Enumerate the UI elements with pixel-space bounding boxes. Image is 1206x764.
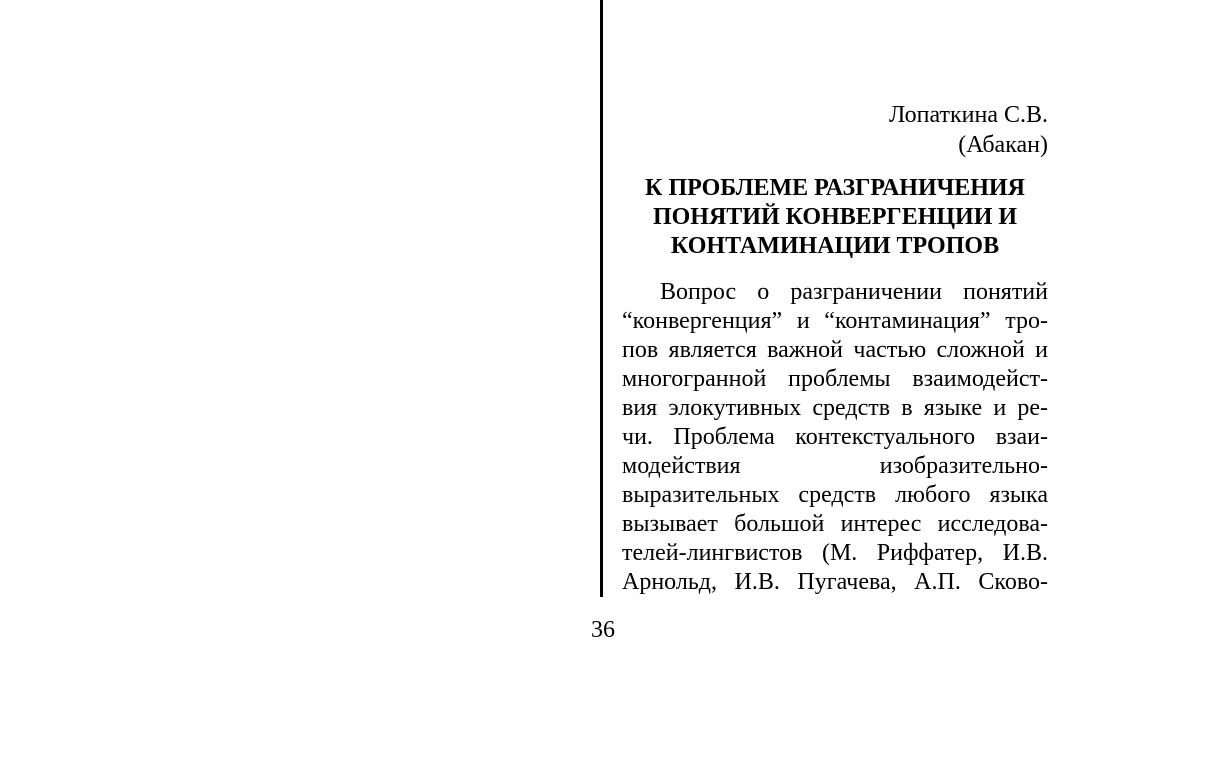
title-line: К ПРОБЛЕМЕ РАЗГРАНИЧЕНИЯ bbox=[645, 175, 1025, 201]
title-line: ПОНЯТИЙ КОНВЕРГЕНЦИИ И bbox=[652, 204, 1018, 230]
title-line: КОНТАМИНАЦИИ ТРОПОВ bbox=[670, 233, 1000, 259]
body-line: “конвергенция” и “контаминация” тро- bbox=[622, 308, 1048, 334]
author-name: Лопаткина С.В. bbox=[888, 102, 1048, 128]
body-line: многогранной проблемы взаимодейст- bbox=[622, 366, 1048, 392]
article-column bbox=[622, 100, 1048, 597]
body-line: модействия изобразительно- bbox=[622, 453, 1048, 479]
body-line: телей-лингвистов (М. Риффатер, И.В. bbox=[622, 540, 1048, 566]
author-city: (Абакан) bbox=[958, 132, 1048, 158]
body-line: Вопрос о разграничении понятий bbox=[660, 279, 1048, 305]
body-line: пов является важной частью сложной и bbox=[622, 337, 1048, 363]
author-block bbox=[622, 100, 1048, 160]
body-line: выразительных средств любого языка bbox=[622, 482, 1048, 508]
body-line: Арнольд, И.В. Пугачева, А.П. Сково- bbox=[622, 569, 1048, 595]
article-body bbox=[622, 278, 1048, 597]
body-line: вия элокутивных средств в языке и ре- bbox=[622, 395, 1048, 421]
body-line: чи. Проблема контекстуального взаи- bbox=[622, 424, 1048, 450]
article-title bbox=[622, 174, 1048, 261]
body-line: вызывает большой интерес исследова- bbox=[622, 511, 1048, 537]
page-number: 36 bbox=[591, 617, 615, 643]
page-divider-line bbox=[600, 0, 603, 597]
